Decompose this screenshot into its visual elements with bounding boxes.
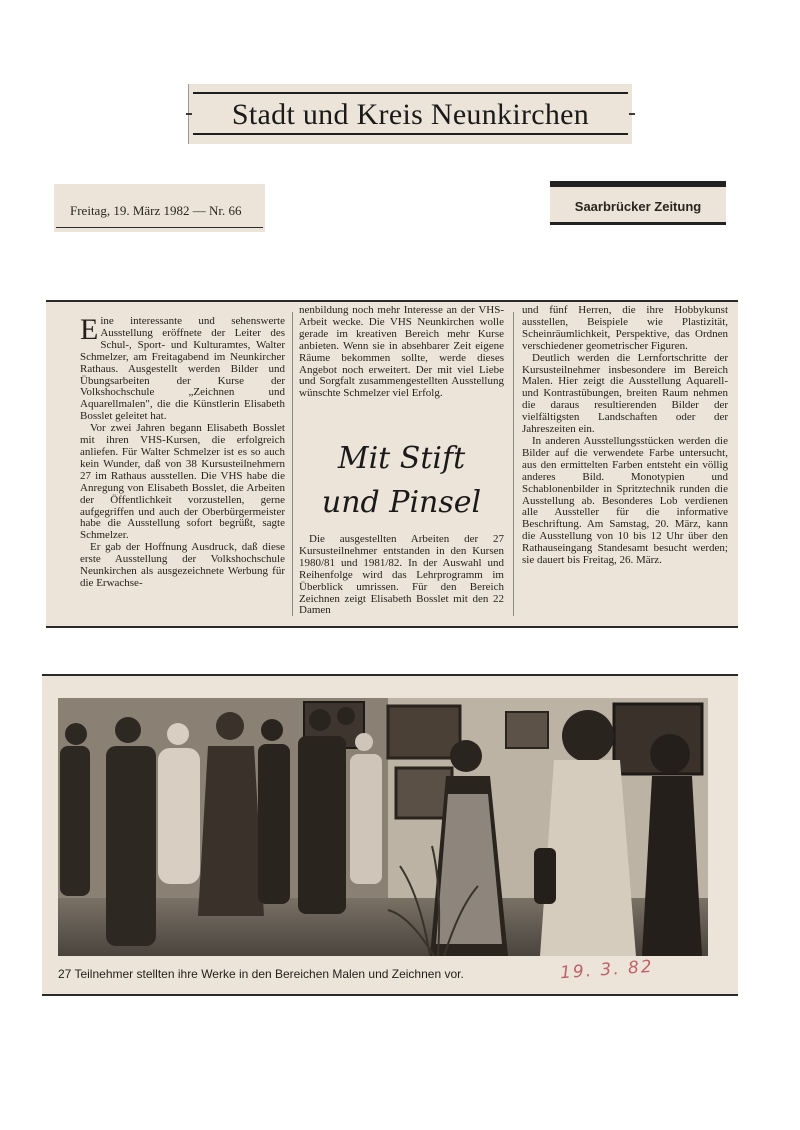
article-column-2 (299, 305, 504, 400)
article-paragraph: Er gab der Hoffnung Ausdruck, daß diese erste Ausstellung der Volkshochschule Neunkirchen als ausgezeichnete Werbung für die Erwachse- (80, 541, 285, 589)
page-title: Stadt und Kreis Neunkirchen (231, 98, 590, 131)
article-paragraph: nenbildung noch mehr Interesse an der VHS-Arbeit wecke. Die VHS Neunkirchen wolle gerade im kreativen Bereich mehr Kurse anbieten. Wenn sie in absehbarer Zeit eigene Räume bekommen sollte, werde dieses Angebot noch erweitert. Der mit viel Liebe und Sorgfalt zusammengestellten Ausstellung wünschte Schmelzer viel Erfolg. (299, 304, 504, 400)
article-paragraph: In anderen Ausstellungsstücken werden die Bilder auf die verwendete Farbe untersucht, aus den ermittelten Farben entsteht ein völlig anderes Bild. Monotypien und Schablonenbilder in Spritztechnik runden die Ausstellung ab. Besonderes Lob verdienen alle Aussteller für die informative Beschriftung. Am Samstag, 20. März, kann die Ausstellung von 10 bis 12 Uhr über den Rathauseingang Standesamt besucht werden; sie dauert bis Freitag, 26. März. (522, 434, 728, 567)
dateline: Freitag, 19. März 1982 — Nr. 66 (70, 203, 242, 218)
photo-clipping (42, 674, 738, 996)
exhibition-photo-illustration (58, 698, 708, 956)
handwritten-date: 19. 3. 82 (559, 956, 655, 984)
article-column-1 (80, 313, 285, 590)
article-paragraph: Vor zwei Jahren begann Elisabeth Bosslet mit ihren VHS-Kursen, die erfolgreich anliefen. Für Walter Schmelzer ist es so auch kein Wunder, daß von 38 Kursusteilnehmern 27 im Rathaus ausstellen. Die VHS habe die Anregung von Elisabeth Bosslet, die Arbeiten der Öffentlichkeit vorzustellen, gerne aufgegriffen und auch der Oberbürgermeister habe die Ausstellung sofort begrüßt, sagte Schmelzer. (80, 422, 285, 542)
article-paragraph: ine interessante und sehenswerte Ausstellung eröffnete der Leiter des Schul-, Sport- und Kulturamtes, Walter Schmelzer, am Freitagabend im Neunkircher Rathaus. Ausgestellt werden Bilder und Übungsarbeiten der Kurse der Volkshochschule „Zeichnen und Aquarellmalen", die die Künstlerin Elisabeth Bosslet geleitet hat. (80, 315, 285, 423)
photo-caption: 27 Teilnehmer stellten ihre Werke in den Bereichen Malen und Zeichnen vor. (58, 967, 464, 981)
header-right-tick (629, 113, 635, 115)
article-paragraph: Die ausgestellten Arbeiten der 27 Kursusteilnehmer entstanden in den Kursen 1980/81 und 1981/82. In der Auswahl und Reihenfolge wird das Lehrprogramm im Überblick umrissen. Für den Bereich Zeichnen zeigt Elisabeth Bosslet mit den 22 Damen (299, 533, 504, 617)
article-paragraph: und fünf Herren, die ihre Hobbykunst ausstellen, Beispiele wie Plastizität, Scheinräumlichkeit, Perspektive, das Ordnen verschiedener geometrischer Figuren. (522, 304, 728, 352)
article-column-2-lower (299, 534, 504, 617)
newspaper-name-clipping (550, 181, 726, 225)
dateline-rule (56, 227, 263, 229)
header-top-rule (193, 92, 628, 94)
column-divider (292, 312, 293, 616)
newspaper-bottom-rule (550, 222, 726, 225)
article-clipping (46, 300, 738, 628)
newspaper-top-rule (550, 181, 726, 187)
dateline-clipping (54, 184, 265, 232)
article-column-3 (522, 305, 728, 567)
header-bottom-rule (193, 133, 628, 135)
article-paragraph: Deutlich werden die Lernfortschritte der Kursusteilnehmer insbesondere im Bereich Malen. Hier zeigt die Ausstellung Aquarell- und Kontrastübungen, breiten Raum nehmen die daraus resultierenden Bilder der vielfältigsten Landschaften oder der Jahreszeiten ein. (522, 351, 728, 436)
headline-line: und Pinsel (321, 485, 482, 520)
headline-line: Mit Stift (337, 441, 466, 476)
article-headline (299, 437, 504, 525)
newspaper-name: Saarbrücker Zeitung (574, 199, 702, 214)
drop-cap: E (80, 313, 99, 346)
exhibition-photo (58, 698, 708, 956)
column-divider (513, 312, 514, 616)
header-clipping (188, 84, 632, 144)
